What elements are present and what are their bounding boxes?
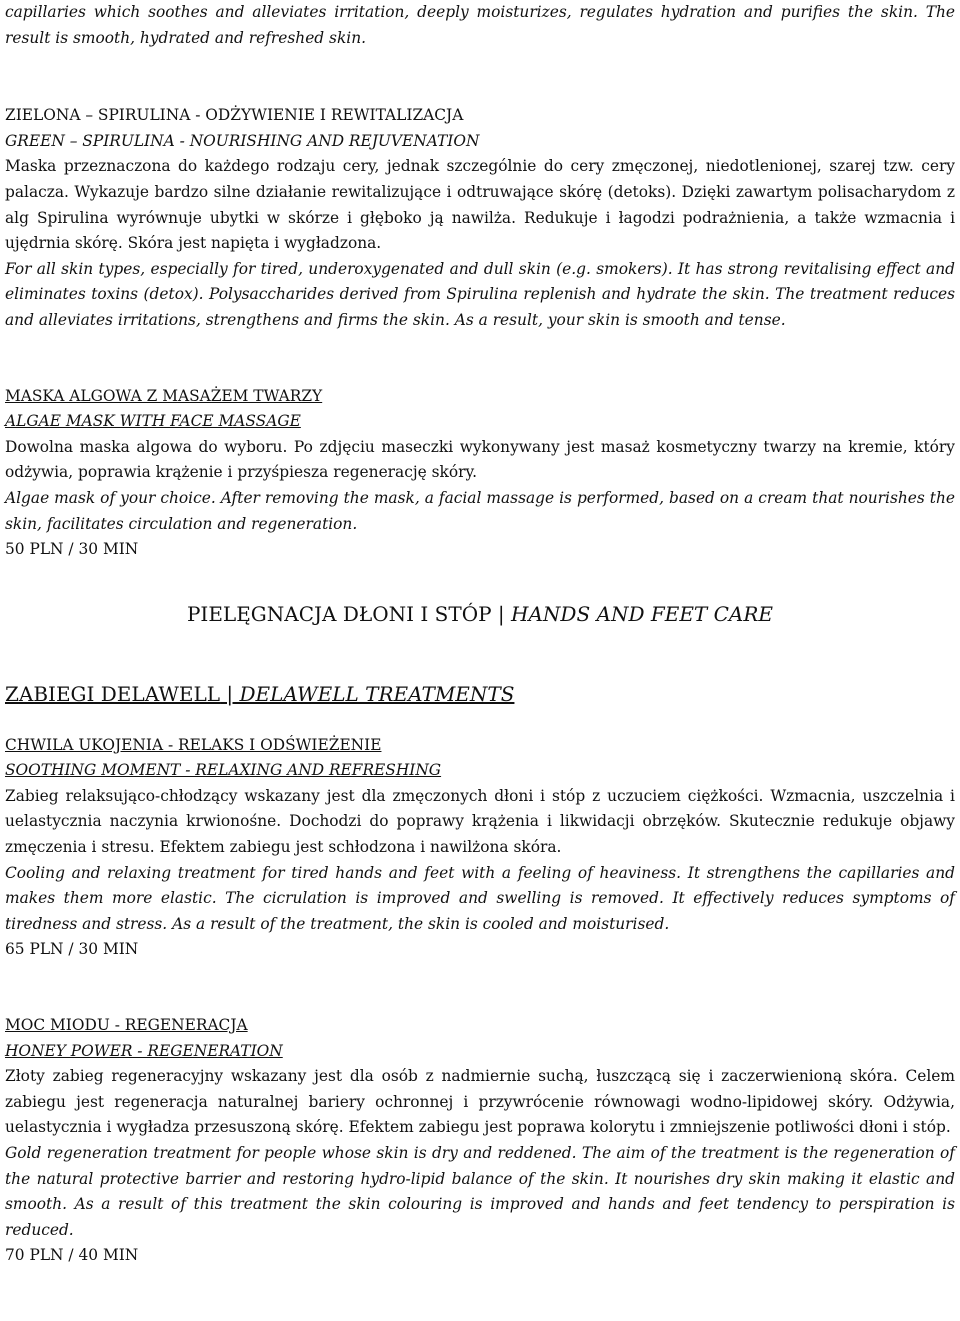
- spirulina-title-en: GREEN – SPIRULINA - NOURISHING AND REJUVENATION: [5, 131, 480, 150]
- algae-desc-en: Algae mask of your choice. After removing the mask, a facial massage is performed, based on a cream that nourishes the skin, facilitates circulation and regeneration.: [5, 488, 955, 533]
- honey-desc-pl: Złoty zabieg regeneracyjny wskazany jest dla osób z nadmiernie suchą, łuszczącą się i zaczerwienioną skóra. Celem zabiegu jest regeneracja naturalnej bariery ochronnej i przywrócenie równowagi wodno-lipidowej skóry. Odżywia, uelastycznia i wygładza przesuszoną skórę. Efektem zabiegu jest poprawa kolorytu i zmniejszenie potliwości dłoni i stóp.: [5, 1067, 955, 1137]
- algae-title-en: ALGAE MASK WITH FACE MASSAGE: [5, 412, 301, 431]
- honey-section: [5, 1013, 955, 1269]
- spirulina-desc-en: For all skin types, especially for tired, underoxygenated and dull skin (e.g. smokers). It has strong revitalising effect and eliminates toxins (detox). Polysaccharides derived from Spirulina replenish and hydrate the skin. The treatment reduces and alleviates irritations, strengthens and firms the skin. As a result, your skin is smooth and tense.: [5, 259, 955, 329]
- section-heading-en: HANDS AND FEET CARE: [511, 601, 774, 626]
- intro-text: capillaries which soothes and alleviates irritation, deeply moisturizes, regulates hydration and purifies the skin. The result is smooth, hydrated and refreshed skin.: [5, 3, 955, 47]
- algae-title-pl: MASKA ALGOWA Z MASAŻEM TWARZY: [5, 386, 323, 405]
- spacer: [5, 563, 955, 599]
- spacer: [5, 629, 955, 679]
- honey-desc-en: Gold regeneration treatment for people whose skin is dry and reddened. The aim of the treatment is the regeneration of the natural protective barrier and restoring hydro-lipid balance of the skin. It nourishes dry skin making it elastic and smooth. As a result of this treatment the skin colouring is improved and hands and feet tendency to perspiration is reduced.: [5, 1144, 955, 1239]
- soothing-title-en: SOOTHING MOMENT - RELAXING AND REFRESHING: [5, 761, 442, 780]
- spacer: [5, 334, 955, 384]
- algae-price: 50 PLN / 30 MIN: [5, 540, 139, 559]
- honey-title-pl: MOC MIODU - REGENERACJA: [5, 1016, 248, 1035]
- spirulina-title-pl: ZIELONA – SPIRULINA - ODŻYWIENIE I REWITALIZACJA: [5, 106, 464, 125]
- soothing-desc-en: Cooling and relaxing treatment for tired hands and feet with a feeling of heaviness. It strengthens the capillaries and makes them more elastic. The cicrulation is improved and swelling is removed. It effectively reduces symptoms of tiredness and stress. As a result of the treatment, the skin is cooled and moisturised.: [5, 863, 955, 933]
- spacer: [5, 709, 955, 733]
- soothing-section: [5, 733, 955, 963]
- honey-title-en: HONEY POWER - REGENERATION: [5, 1041, 283, 1060]
- delawell-heading-pl: ZABIEGI DELAWELL: [5, 681, 221, 706]
- algae-section: [5, 384, 955, 563]
- spacer: [5, 963, 955, 1013]
- section-heading-separator: |: [491, 601, 512, 626]
- delawell-heading-separator: |: [220, 681, 240, 706]
- spirulina-desc-pl: Maska przeznaczona do każdego rodzaju cery, jednak szczególnie do cery zmęczonej, niedotlenionej, szarej tzw. cery palacza. Wykazuje bardzo silne działanie rewitalizujące i odtruwające skórę (detoks). Dzięki zawartym polisacharydom z alg Spirulina wyrównuje ubytki w skórze i głęboko ją nawilża. Redukuje i łagodzi podrażnienia, a także wzmacnia i ujędrnia skórę. Skóra jest napięta i wygładzona.: [5, 157, 955, 253]
- honey-price: 70 PLN / 40 MIN: [5, 1246, 139, 1265]
- algae-desc-pl: Dowolna maska algowa do wyboru. Po zdjęciu maseczki wykonywany jest masaż kosmetyczny twarzy na kremie, który odżywia, poprawia krążenie i przyśpiesza regenerację skóry.: [5, 437, 955, 482]
- section-heading: [5, 599, 955, 629]
- delawell-heading-en: DELAWELL TREATMENTS: [239, 681, 515, 706]
- soothing-price: 65 PLN / 30 MIN: [5, 940, 139, 959]
- spacer: [5, 51, 955, 103]
- spirulina-section: [5, 103, 955, 333]
- soothing-desc-pl: Zabieg relaksująco-chłodzący wskazany jest dla zmęczonych dłoni i stóp z uczuciem ciężkości. Wzmacnia, uszczelnia i uelastycznia naczynia krwionośne. Dochodzi do poprawy krążenia i likwidacji obrzęków. Skutecznie redukuje objawy zmęczenia i stresu. Efektem zabiegu jest schłodzona i nawilżona skóra.: [5, 786, 955, 857]
- delawell-heading: [5, 679, 955, 709]
- section-heading-pl: PIELĘGNACJA DŁONI I STÓP: [186, 601, 492, 626]
- soothing-title-pl: CHWILA UKOJENIA - RELAKS I ODŚWIEŻENIE: [5, 735, 382, 754]
